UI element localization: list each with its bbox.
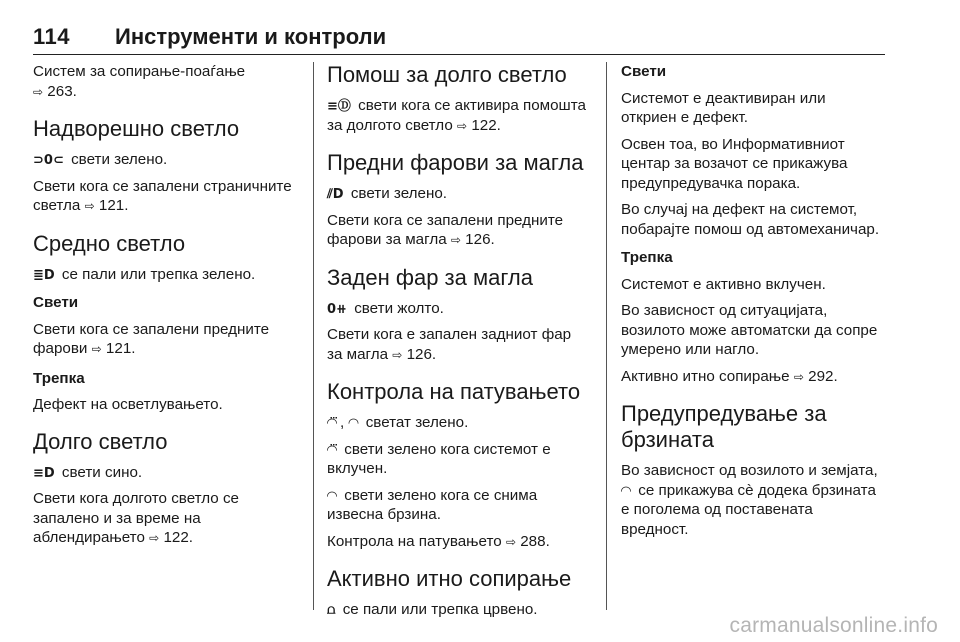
cruise-control-icon: ◠⃛ — [327, 416, 337, 431]
side-lights-icon: ⊃0⊂ — [33, 153, 64, 168]
column-divider — [606, 62, 607, 610]
paragraph: Свети кога се запалени предните фарови ⇨ 121. — [33, 320, 270, 357]
section-heading: Средно светло — [33, 230, 186, 256]
paragraph: ⫽D свети зелено. — [327, 185, 448, 202]
reference-arrow-icon: ⇨ — [505, 534, 516, 549]
section-heading: Долго светло — [33, 428, 168, 454]
page-reference: 126. — [406, 345, 437, 363]
reference-arrow-icon: ⇨ — [91, 342, 102, 356]
reference-arrow-icon: ⇨ — [457, 118, 468, 133]
watermark: carmanualsonline.info — [729, 614, 938, 637]
section-heading: Надворешно светло — [33, 116, 240, 141]
reference-arrow-icon: ⇨ — [149, 531, 160, 545]
column-left — [33, 62, 295, 556]
paragraph: ≡D свети сино. — [33, 463, 143, 481]
page-header — [33, 24, 885, 55]
paragraph: Активно итно сопирање ⇨ 292. — [621, 367, 838, 385]
paragraph: Свети кога се запалени предните фарови за магла ⇨ 126. — [327, 211, 564, 248]
page-reference: 263. — [47, 82, 77, 100]
section-heading: Помош за долго светло — [327, 62, 567, 87]
subsection-heading: Свети — [621, 63, 667, 80]
low-beam-icon: ≣D — [33, 267, 55, 283]
page-reference: 126. — [465, 231, 495, 248]
front-fog-icon: ⫽D — [327, 187, 344, 202]
subsection-heading: Свети — [33, 294, 79, 311]
reference-arrow-icon: ⇨ — [33, 84, 44, 99]
high-beam-assist-icon: ≡Ⓓ — [327, 99, 351, 114]
section-heading: Активно итно сопирање — [327, 566, 572, 591]
reference-arrow-icon: ⇨ — [392, 347, 403, 362]
subsection-heading: Трепка — [33, 369, 85, 387]
cruise-control-icon: ◠⃛ — [327, 442, 337, 458]
chapter-title: Инструменти и контроли — [115, 24, 387, 49]
paragraph: Свети кога долгото светло се запалено и за време на аблендирањето ⇨ 122. — [33, 490, 240, 546]
column-divider — [313, 62, 314, 610]
page-reference: 121. — [98, 197, 129, 214]
paragraph: ◠⃛ свети зелено кога системот е вклучен. — [327, 440, 551, 477]
page-reference: 122. — [471, 116, 501, 134]
reference-arrow-icon: ⇨ — [793, 369, 804, 384]
paragraph: 0⧺ свети жолто. — [327, 299, 444, 317]
paragraph: ⩍ се пали или трепка црвено. — [327, 601, 538, 618]
page-reference: 292. — [808, 367, 838, 385]
paragraph: Во зависност од возилото и земјата, ◠ се прикажува сè додека брзината е поголема од поставената вредност. — [621, 462, 878, 538]
page-reference: 122. — [163, 529, 194, 546]
section-heading: Контрола на патувањето — [327, 379, 581, 404]
column-right — [621, 62, 883, 546]
page-reference: 121. — [105, 340, 136, 357]
high-beam-icon: ≡D — [33, 465, 55, 481]
column-middle — [327, 62, 589, 627]
paragraph: Во случај на дефект на системот, побарајте помош од автомеханичар. — [621, 201, 880, 238]
paragraph: ◠ свети зелено кога се снима извесна брзина. — [327, 486, 538, 523]
paragraph: Систем за сопирање-поаѓање ⇨ 263. — [33, 63, 246, 100]
section-heading: Предупредување за брзината — [621, 401, 827, 452]
cruise-control-icon: ◠ — [348, 416, 359, 431]
paragraph: Свети кога е запален задниот фар за магла ⇨ 126. — [327, 326, 572, 363]
page-reference: 288. — [520, 532, 550, 550]
reference-arrow-icon: ⇨ — [84, 199, 95, 213]
paragraph: Системот е деактивиран или откриен е дефект. — [621, 89, 826, 126]
paragraph: Контрола на патувањето ⇨ 288. — [327, 532, 550, 550]
paragraph: Во зависност од ситуацијата, возилото може автоматски да сопре умерено или нагло. — [621, 302, 878, 358]
paragraph: ≡Ⓓ свети кога се активира помошта за долгото светло ⇨ 122. — [327, 97, 586, 134]
paragraph: ◠⃛ , ◠ светат зелено. — [327, 414, 469, 431]
subsection-heading: Трепка — [621, 249, 673, 266]
section-heading: Предни фарови за магла — [327, 150, 584, 175]
page-number: 114 — [33, 24, 70, 49]
paragraph: ⊃0⊂ свети зелено. — [33, 151, 168, 168]
rear-fog-icon: 0⧺ — [327, 301, 347, 317]
emergency-brake-icon: ⩍ — [327, 603, 336, 618]
paragraph: ≣D се пали или трепка зелено. — [33, 265, 256, 283]
paragraph: Освен тоа, во Информативниот центар за возачот се прикажува предупредувачка порака. — [621, 135, 848, 192]
section-heading: Заден фар за магла — [327, 264, 533, 290]
speed-limiter-icon: ◠ — [621, 483, 631, 499]
reference-arrow-icon: ⇨ — [450, 233, 461, 247]
paragraph: Свети кога се запалени страничните светла ⇨ 121. — [33, 177, 292, 214]
cruise-control-icon: ◠ — [327, 488, 337, 504]
paragraph: Дефект на осветлувањето. — [33, 396, 223, 413]
paragraph: Системот е активно вклучен. — [621, 275, 826, 293]
